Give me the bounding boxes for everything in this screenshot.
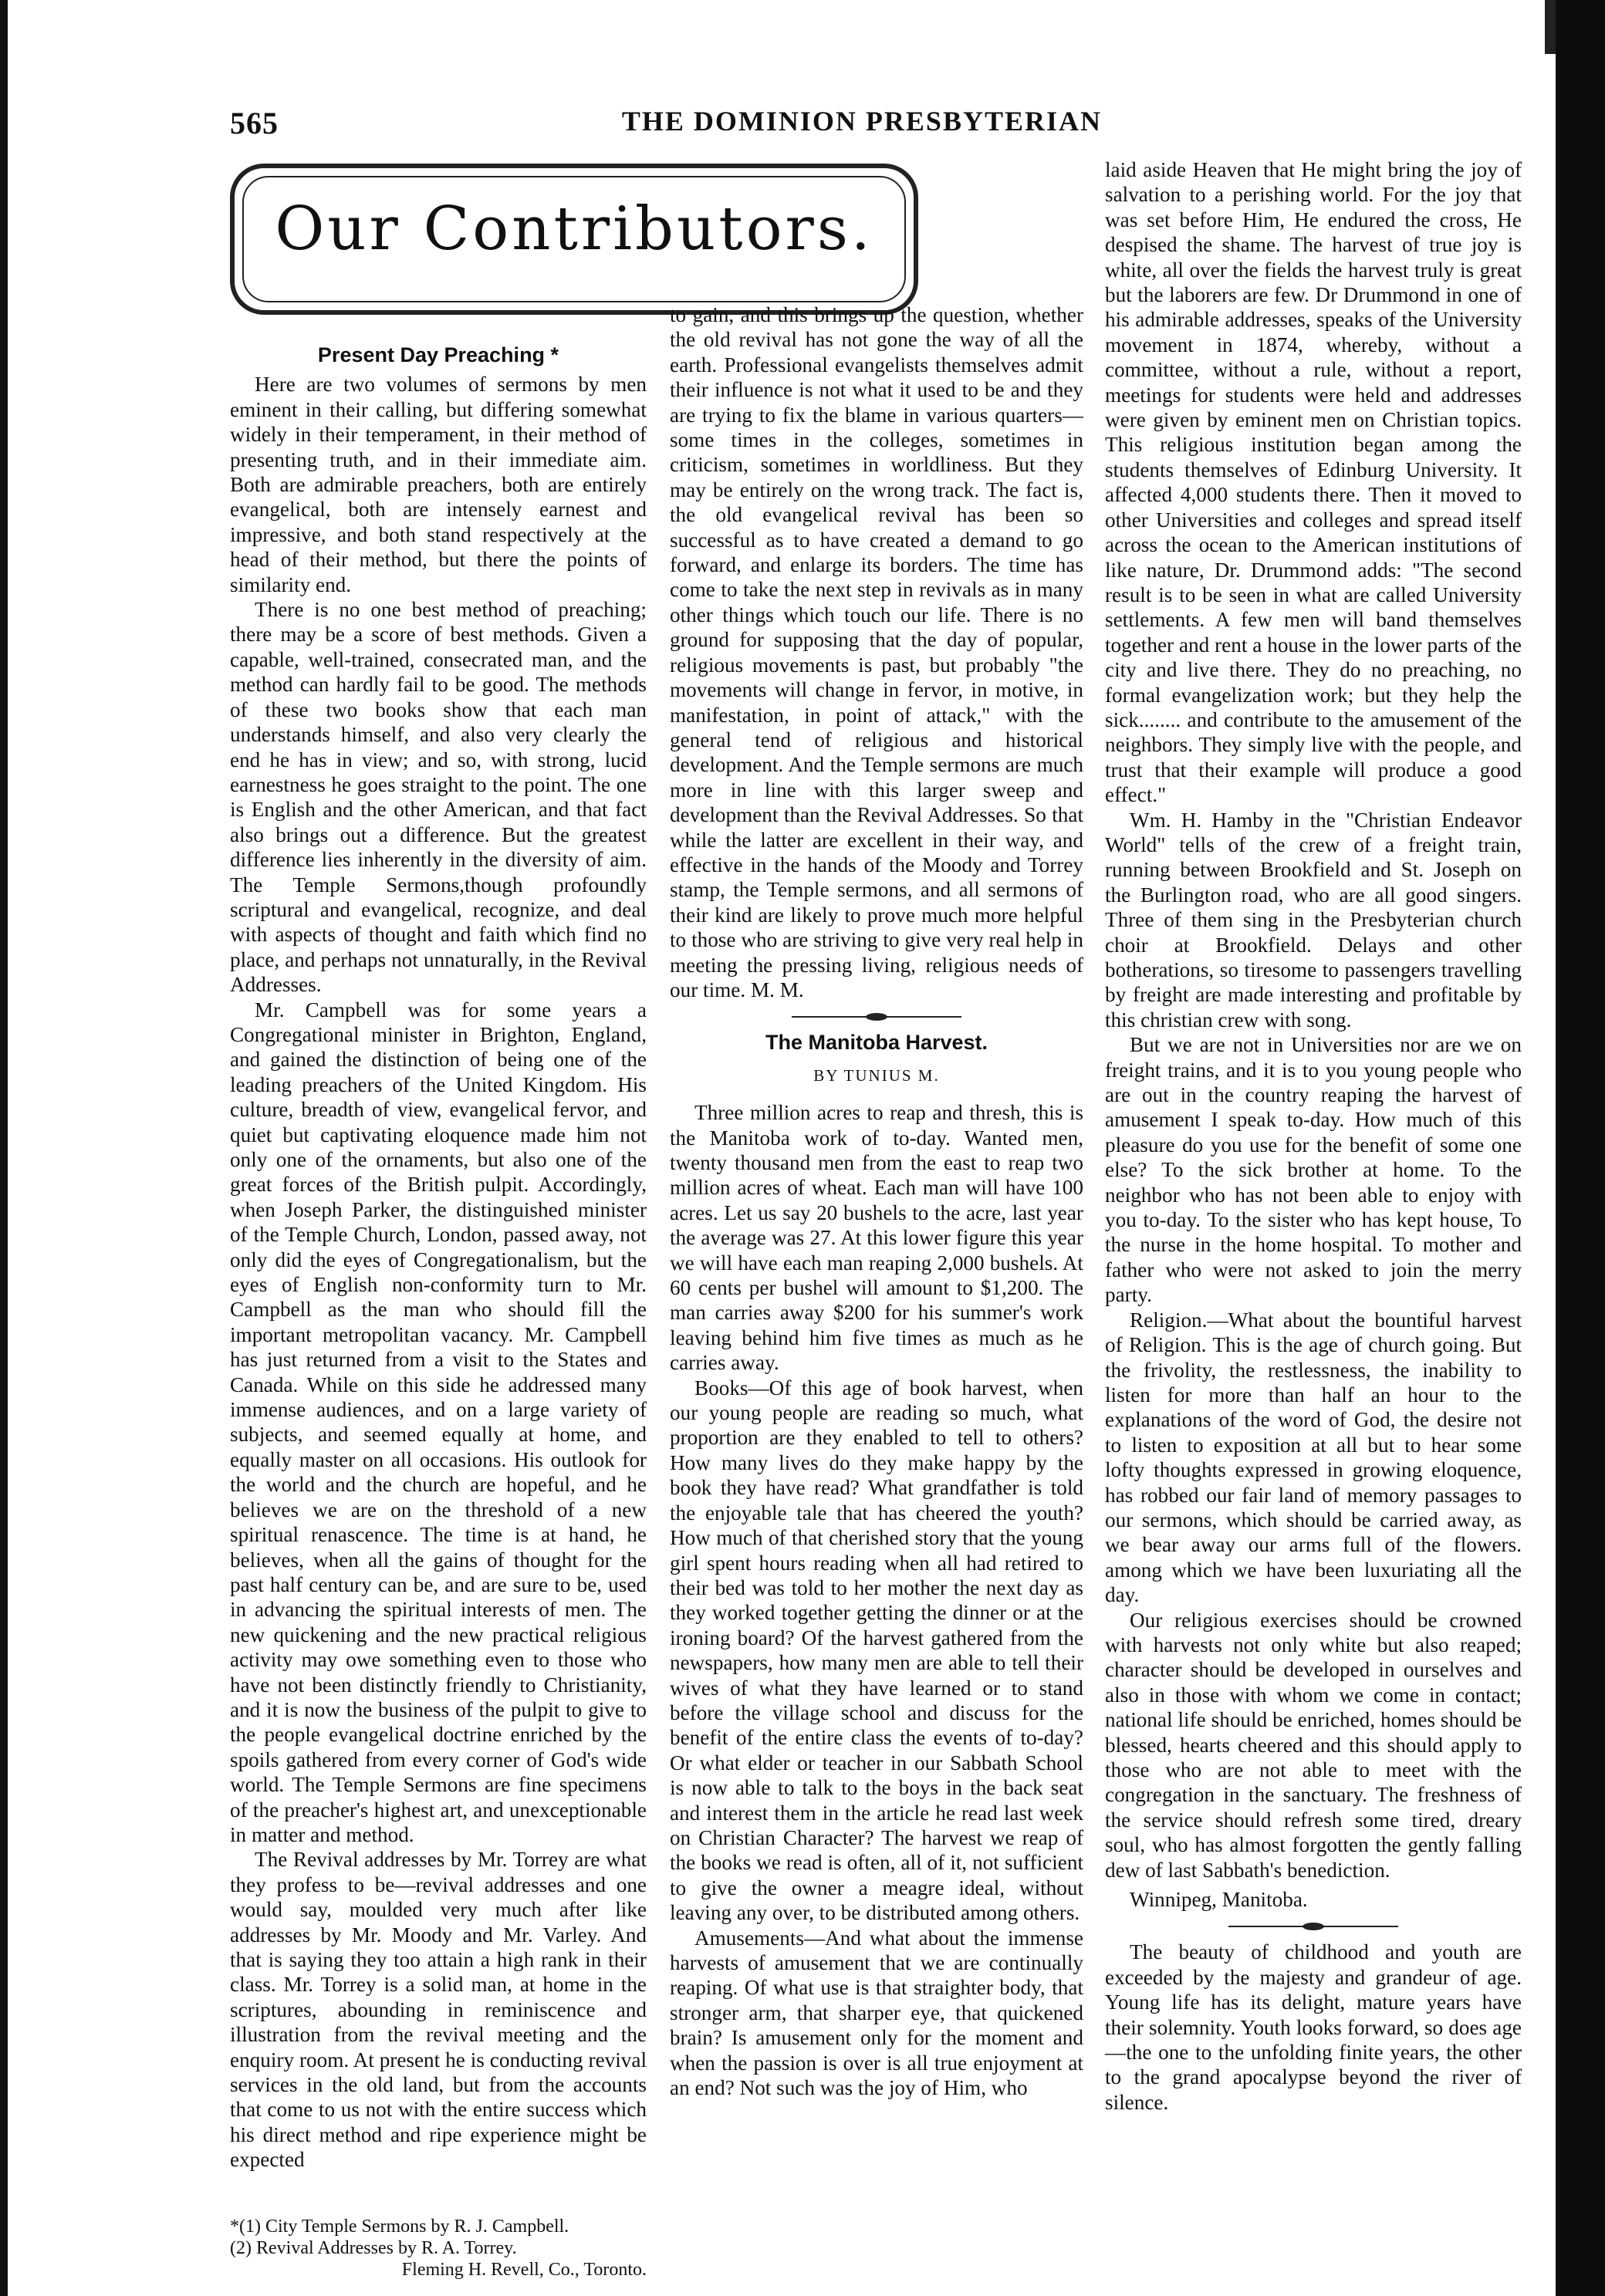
article-paragraph: Books—Of this age of book harvest, when our young people are reading so much, what proportion are they enabled to tell to others? How many lives do they make happy by the book they have read? What grandfather is told the enjoyable tale that has cheered the youth? How much of that cherished story that the young girl spent hours reading when all had retired to their bed was told to her mother the next day as they worked together getting the dinner or at the ironing board? Of the harvest gathered from the newspapers, how many men are able to tell their wives of what they have learned or to stand before the village school and discuss for the benefit of the entire class the events of to-day? Or what elder or teacher in our Sabbath School is now able to talk to the boys in the back seat and interest them in the article he read last week on Christian Character? The harvest we reap of the books we read is often, all of it, not sufficient to give the owner a meagre ideal, without leaving any over, to be distributed among others. bbox=[670, 1376, 1083, 1925]
article-title-present-day-preaching: Present Day Preaching * bbox=[317, 343, 559, 366]
section-divider bbox=[1228, 1923, 1398, 1930]
article-paragraph: Here are two volumes of sermons by men eminent in their calling, but differing somewhat widely in their temperament, in their method of presenting truth, and in their immediate aim. Both are admirable preachers, both are entirely evangelical, both are intensely earnest and impressive, and both stand respectively at the head of their method, but there the points of similarity end. bbox=[230, 373, 647, 596]
section-divider bbox=[792, 1013, 961, 1021]
footnote-publisher: Fleming H. Revell, Co., Toronto. bbox=[401, 2260, 647, 2280]
article-paragraph: But we are not in Universities nor are we on freight trains, and it is to you young people who are out in the country reaping the harvest of amusement I speak to-day. How much of this pleasure do you use for the benefit of some one else? To the sick brother at home. To the neighbor who has not been able to enjoy with you to-day. To the sister who has kept house, To the nurse in the home hospital. To mother and father who were not asked to join the merry party. bbox=[1105, 1033, 1522, 1307]
article-placeline: Winnipeg, Manitoba. bbox=[1130, 1888, 1308, 1912]
scan-edge-left bbox=[0, 0, 8, 2296]
article-paragraph: Mr. Campbell was for some years a Congregational minister in Brighton, England, and gained the distinction of being one of the leading preachers of the United Kingdom. His culture, breadth of view, evangelical fervor, and quiet but captivating eloquence made him not only one of the ornaments, but also one of the great forces of the British pulpit. Accordingly, when Joseph Parker, the distinguished minister of the Temple Church, London, passed away, not only did the eyes of Congregationalism, but the eyes of English non-conformity turn to Mr. Campbell as the man who should fill the important metropolitan vacancy. Mr. Campbell has just returned from a visit to the States and Canada. While on this side he addressed many immense audiences, and on a large variety of subjects, and seemed equally at home, and equally master on all occasions. His outlook for the world and the church are hopeful, and he believes we are on the threshold of a new spiritual renascence. The time is at hand, he believes, when all the gains of thought for the past half century can be, and are sure to be, used in advancing the spiritual interests of men. The new quickening and the new practical religious activity may owe something even to those who have not been distinctly friendly to Christianity, and it is now the business of the pulpit to give to the people evangelical doctrine enriched by the spoils gathered from every corner of God's wide world. The Temple Sermons are fine specimens of the preacher's highest art, and unexceptionable in matter and method. bbox=[230, 998, 647, 1846]
article-paragraph: The Revival addresses by Mr. Torrey are what they profess to be—revival addresses and one would say, moulded very much after like addresses by Mr. Moody and Mr. Varley. And that is saying they too attain a high rank in their class. Mr. Torrey is a solid man, at home in the scriptures, abounding in reminiscence and illustration from the revival meeting and the enquiry room. At present he is conducting revival services in the old land, but from the accounts that come to us not with the entire success which his direct method and ripe experience might be expected bbox=[230, 1848, 647, 2172]
scan-edge-right-notch bbox=[1545, 0, 1556, 54]
footnote-1: *(1) City Temple Sermons by R. J. Campbell. bbox=[230, 2217, 569, 2237]
closing-paragraph: The beauty of childhood and youth are exceeded by the majesty and grandeur of age. Young life has its delight, mature years have their solemnity. Youth looks forward, so does age—the one to the unfolding finite years, the other to the grand apocalypse beyond the river of silence. bbox=[1105, 1940, 1522, 2114]
footnotes bbox=[230, 2216, 647, 2281]
article-paragraph-continued: laid aside Heaven that He might bring the joy of salvation to a perishing world. For the joy that was set before Him, He endured the cross, He despised the shame. The harvest of true joy is white, all over the fields the harvest truly is great but the laborers are few. Dr Drummond in one of his admirable addresses, speaks of the University movement in 1874, whereby, without a committee, without a rule, without a report, meetings for students were held and addresses were given by eminent men on Christian topics. This religious institution began among the students themselves of Edinburg University. It affected 4,000 students there. Then it moved to other Universities and colleges and spread itself across the ocean to the American institutions of like nature, Dr. Drummond adds: "The second result is to be seen in what are called University settlements. A few men will band themselves together and rent a house in the lower parts of the city and live there. They do no preaching, no formal evangelization work; but they help the sick........ and contribute to the amusement of the neighbors. They simply live with the people, and trust that their example will produce a good effect." bbox=[1105, 158, 1522, 807]
article-paragraph: There is no one best method of preaching; there may be a score of best methods. Given a capable, well-trained, consecrated man, and the method can hardly fail to be good. The methods of these two books show that each man understands himself, and also very clearly the end he has in view; and so, with strong, lucid earnestness he goes straight to the point. The one is English and the other American, and that fact also brings out a difference. But the greatest difference lies inherently in the diversity of aim. The Temple Sermons,though profoundly scriptural and evangelical, recognize, and deal with aspects of thought and faith which find no place, and perhaps not unnaturally, in the Revival Addresses. bbox=[230, 598, 647, 997]
column-3 bbox=[1105, 157, 1522, 2115]
article-paragraph: Our religious exercises should be crowned with harvests not only white but also reaped; character should be developed in ourselves and also in those with whom we come in contact; national life should be enriched, homes should be blessed, hearts cheered and this should apply to those who are not able to meet with the congregation in the sanctuary. The freshness of the service should refresh some tired, dreary soul, who has almost forgotten the gently falling dew of last Sabbath's benediction. bbox=[1105, 1608, 1522, 1882]
article-paragraph: Three million acres to reap and thresh, this is the Manitoba work of to-day. Wanted men, twenty thousand men from the east to reap two million acres of wheat. Each man will have 100 acres. Let us say 20 bushels to the acre, last year the average was 27. At this lower figure this year we will have each man reaping 2,000 bushels. At 60 cents per bushel will amount to $1,200. The man carries away $200 for his summer's work leaving behind him five times as much as he carries away. bbox=[670, 1101, 1083, 1375]
column-1 bbox=[230, 339, 647, 2173]
article-paragraph: Religion.—What about the bountiful harvest of Religion. This is the age of church going. But the frivolity, the restlessness, the inability to listen for more than half an hour to the explanations of the word of God, the desire not to listen to exposition at all but to hear some lofty thoughts expressed in growing eloquence, has robbed our fair land of memory passages to our sermons, which should be carried away, as we bear away our arms full of the flowers. among which we have been luxuriating all the day. bbox=[1105, 1308, 1522, 1607]
article-byline: BY TUNIUS M. bbox=[813, 1065, 940, 1085]
masthead-title: Our Contributors. bbox=[275, 194, 873, 264]
page-number: 565 bbox=[230, 106, 279, 140]
article-paragraph-continued: to gain, and this brings up the question, whether the old revival has not gone the way of all the earth. Professional evangelists themselves admit their influence is not what it used to be and they are trying to fix the blame in various quarters—some times in the colleges, sometimes in criticism, sometimes in worldliness. But they may be entirely on the wrong track. The fact is, the old evangelical revival has been so successful as to have created a demand to go forward, and enlarge its borders. The time has come to take the next step in revivals as in many other things which touch our life. There is no ground for supposing that the day of popular, religious movements is past, but probably "the movements will change in fervor, in motive, in manifestation, in point of attack," with the general tend of religious and historical development. And the Temple sermons are much more in line with this larger sweep and development than the Revival Addresses. So that while the latter are excellent in their way, and effective in the hands of the Moody and Torrey stamp, the Temple sermons, and all sermons of their kind are likely to prove much more helpful to those who are striving to give very real help in meeting the pressing living, religious needs of our time. M. M. bbox=[670, 303, 1083, 1001]
article-paragraph: Amusements—And what about the immense harvests of amusement that we are continually reaping. Of what use is that straighter body, that stronger arm, that sharper eye, that quickened brain? Is amusement only for the moment and when the passion is over is all true enjoyment at an end? Not such was the joy of Him, who bbox=[670, 1926, 1083, 2100]
footnote-2: (2) Revival Addresses by R. A. Torrey. bbox=[230, 2238, 517, 2258]
scan-edge-right bbox=[1556, 0, 1605, 2296]
masthead-frame bbox=[230, 164, 918, 315]
article-paragraph: Wm. H. Hamby in the "Christian Endeavor World" tells of the crew of a freight train, running between Brookfield and St. Joseph on the Burlington road, who are all good singers. Three of them sing in the Presbyterian church choir at Brookfield. Delays and other botherations, so tiresome to passengers travelling by freight are made interesting and profitable by this christian crew with song. bbox=[1105, 808, 1522, 1032]
article-title-manitoba-harvest: The Manitoba Harvest. bbox=[765, 1031, 988, 1055]
running-title: THE DOMINION PRESBYTERIAN bbox=[621, 106, 1102, 137]
column-2 bbox=[670, 302, 1083, 2100]
